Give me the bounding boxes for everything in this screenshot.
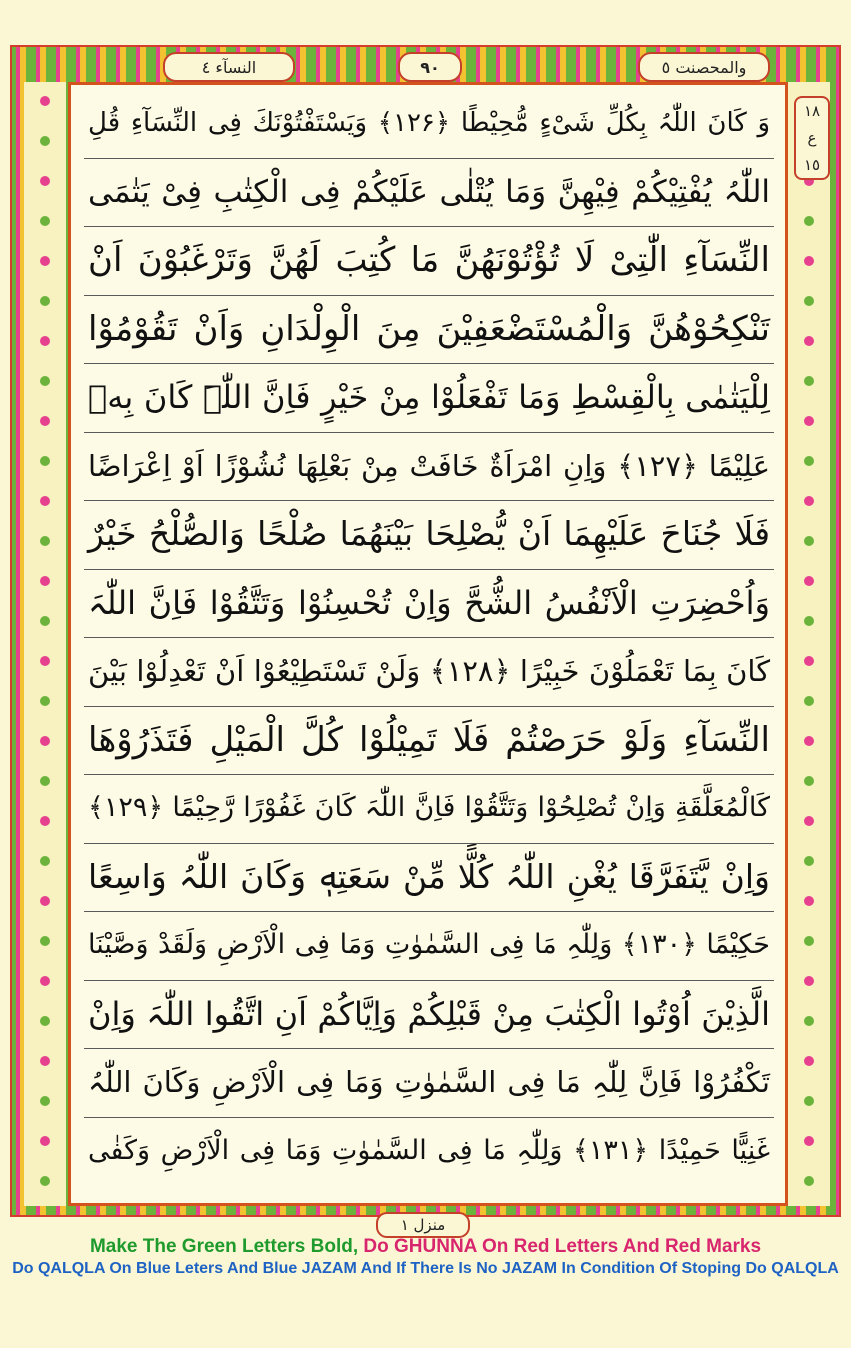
floral-dot	[40, 576, 50, 586]
page-number-badge: ٩٠	[398, 52, 462, 82]
floral-dot	[40, 1056, 50, 1066]
floral-dot	[40, 456, 50, 466]
floral-dot	[804, 256, 814, 266]
verse-line: وَاِنْ یَّتَفَرَّقَا یُغْنِ اللّٰہُ كُلًّا مِّنْ سَعَتِهٖ وَكَانَ اللّٰہُ وَاسِعًا	[84, 844, 774, 913]
verse-line: كَالْمُعَلَّقَةِ وَاِنْ تُصْلِحُوْا وَتَتَّقُوْا فَاِنَّ اللّٰہَ كَانَ غَفُوْرًا رَّحِیْمًا ﴿۱۲۹﴾	[84, 775, 774, 844]
verse-line: وَاُحْضِرَتِ الْاَنْفُسُ الشُّحَّ وَاِنْ تُحْسِنُوْا وَتَتَّقُوْا فَاِنَّ اللّٰہَ	[84, 570, 774, 639]
floral-dot	[804, 376, 814, 386]
floral-dot	[804, 456, 814, 466]
floral-dot	[804, 1056, 814, 1066]
floral-dot	[40, 656, 50, 666]
floral-dot	[804, 216, 814, 226]
floral-dot	[40, 416, 50, 426]
floral-dot	[40, 736, 50, 746]
floral-dot	[804, 736, 814, 746]
verse-line: حَكِیْمًا ﴿۱۳۰﴾ وَلِلّٰہِ مَا فِی السَّمٰوٰتِ وَمَا فِی الْاَرْضِ وَلَقَدْ وَصَّیْنَا	[84, 912, 774, 981]
floral-dot	[804, 696, 814, 706]
floral-dot	[40, 496, 50, 506]
floral-dot	[804, 576, 814, 586]
floral-dot	[804, 656, 814, 666]
floral-dot	[804, 336, 814, 346]
page-header	[68, 48, 788, 82]
floral-dot	[40, 136, 50, 146]
floral-dot	[40, 1096, 50, 1106]
floral-dot	[804, 1136, 814, 1146]
floral-dot	[40, 1176, 50, 1186]
instruction-line-2: Do QALQLA On Blue Leters And Blue JAZAM And If There Is No JAZAM In Condition Of Stoping Do QALQLA	[12, 1260, 839, 1277]
floral-dot	[804, 616, 814, 626]
verse-line: عَلِیْمًا ﴿۱۲۷﴾ وَاِنِ امْرَاَةٌ خَافَتْ مِنْ بَعْلِهَا نُشُوْزًا اَوْ اِعْرَاضًا	[84, 433, 774, 502]
floral-dot	[40, 536, 50, 546]
floral-dot	[804, 1096, 814, 1106]
verse-line: النِّسَآءِ الّٰتِیْ لَا تُؤْتُوْنَهُنَّ مَا كُتِبَ لَهُنَّ وَتَرْغَبُوْنَ اَنْ	[84, 227, 774, 296]
floral-dot	[40, 216, 50, 226]
floral-dot	[40, 176, 50, 186]
floral-dot	[804, 1176, 814, 1186]
floral-dot	[804, 416, 814, 426]
ruku-marker	[794, 96, 830, 180]
ruku-marker-middle: ع	[807, 128, 817, 147]
manzil-badge: منزل ١	[376, 1212, 470, 1238]
floral-dot	[804, 776, 814, 786]
verse-line: اللّٰہُ یُفْتِیْكُمْ فِیْهِنَّ وَمَا یُتْلٰی عَلَیْكُمْ فِی الْكِتٰبِ فِیْ یَتٰمَی	[84, 159, 774, 228]
verse-lines	[84, 90, 774, 1186]
floral-dot	[804, 856, 814, 866]
floral-dot	[40, 1136, 50, 1146]
verse-line: كَانَ بِمَا تَعْمَلُوْنَ خَبِیْرًا ﴿۱۲۸﴾ وَلَنْ تَسْتَطِیْعُوْا اَنْ تَعْدِلُوْا بَیْنَ	[84, 638, 774, 707]
instruction-red: Do GHUNNA On Red Letters And Red Marks	[363, 1236, 762, 1257]
floral-dot	[40, 616, 50, 626]
verse-line: لِلْیَتٰمٰی بِالْقِسْطِ وَمَا تَفْعَلُوْا مِنْ خَیْرٍ فَاِنَّ اللّٰہَ كَانَ بِهٖ	[84, 364, 774, 433]
verse-line: فَلَا جُنَاحَ عَلَیْهِمَا اَنْ یُّصْلِحَا بَیْنَهُمَا صُلْحًا وَالصُّلْحُ خَیْرٌ	[84, 501, 774, 570]
floral-dot	[40, 936, 50, 946]
floral-dot	[40, 856, 50, 866]
ruku-marker-top: ١٨	[803, 102, 821, 121]
floral-dot	[40, 1016, 50, 1026]
floral-dot	[804, 976, 814, 986]
floral-dot	[40, 976, 50, 986]
right-floral-strip	[788, 82, 830, 1206]
floral-dot	[40, 696, 50, 706]
floral-dot	[40, 896, 50, 906]
verse-line: النِّسَآءِ وَلَوْ حَرَصْتُمْ فَلَا تَمِیْلُوْا كُلَّ الْمَیْلِ فَتَذَرُوْهَا	[84, 707, 774, 776]
floral-dot	[804, 936, 814, 946]
left-floral-strip	[24, 82, 66, 1206]
floral-dot	[40, 376, 50, 386]
floral-dot	[804, 896, 814, 906]
floral-dot	[40, 96, 50, 106]
verse-line: وَ كَانَ اللّٰہُ بِكُلِّ شَیْءٍ مُّحِیْطًا ﴿۱۲۶﴾ وَیَسْتَفْتُوْنَكَ فِی النِّسَآءِ قُلِ	[84, 90, 774, 159]
floral-dot	[40, 296, 50, 306]
floral-dot	[40, 776, 50, 786]
verse-line: تَنْكِحُوْهُنَّ وَالْمُسْتَضْعَفِیْنَ مِنَ الْوِلْدَانِ وَاَنْ تَقُوْمُوْا	[84, 296, 774, 365]
floral-dot	[804, 496, 814, 506]
instruction-green: Make The Green Letters Bold,	[89, 1236, 359, 1257]
floral-dot	[40, 256, 50, 266]
verse-line: تَكْفُرُوْا فَاِنَّ لِلّٰہِ مَا فِی السَّمٰوٰتِ وَمَا فِی الْاَرْضِ وَكَانَ اللّٰہُ	[84, 1049, 774, 1118]
surah-name-badge: والمحصنت ٥	[638, 52, 770, 82]
floral-dot	[40, 336, 50, 346]
floral-dot	[804, 296, 814, 306]
verse-line: الَّذِیْنَ اُوْتُوا الْكِتٰبَ مِنْ قَبْلِكُمْ وَاِیَّاكُمْ اَنِ اتَّقُوا اللّٰہَ وَاِنْ	[84, 981, 774, 1050]
instruction-line-1	[0, 1235, 851, 1259]
ruku-marker-bottom: ١٥	[803, 155, 821, 174]
juz-name-badge: النسآء ٤	[163, 52, 295, 82]
floral-dot	[804, 1016, 814, 1026]
verse-line: غَنِیًّا حَمِیْدًا ﴿۱۳۱﴾ وَلِلّٰہِ مَا فِی السَّمٰوٰتِ وَمَا فِی الْاَرْضِ وَكَفٰی	[88, 1134, 771, 1166]
floral-dot	[804, 816, 814, 826]
floral-dot	[804, 536, 814, 546]
floral-dot	[40, 816, 50, 826]
